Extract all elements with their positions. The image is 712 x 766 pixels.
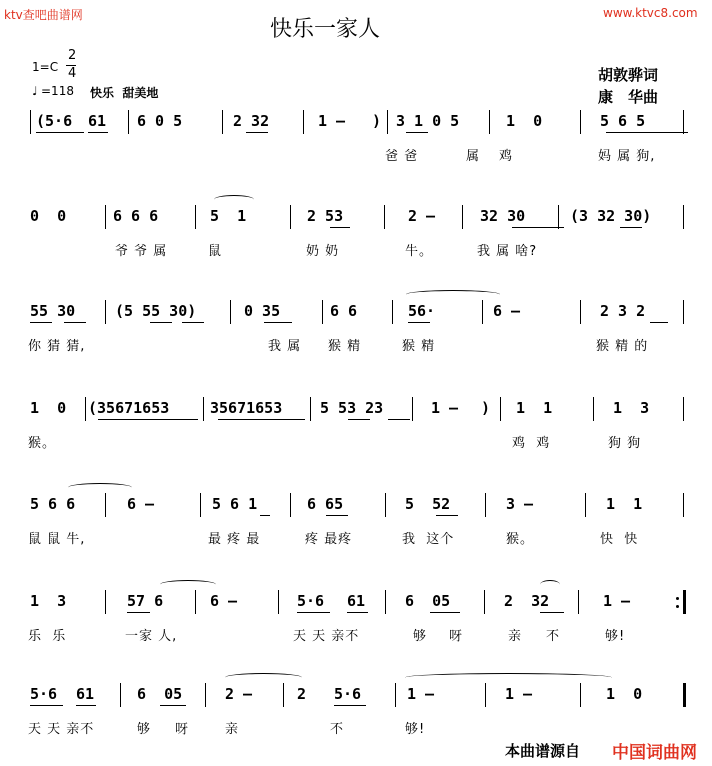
lyric-text: 你 猜 猜,: [28, 339, 86, 354]
barline: [683, 397, 684, 421]
slur-tie: [225, 673, 302, 682]
barline: [105, 493, 106, 517]
barline: [195, 205, 196, 229]
barline: [205, 683, 206, 707]
lyric-text: 呀: [449, 629, 464, 644]
lyric-text: 我 属: [268, 339, 302, 354]
barline: [385, 493, 386, 517]
note-group: 2 53: [307, 207, 344, 225]
note-group: 2 –: [225, 685, 253, 703]
lyric-text: 天 天 亲不: [28, 722, 95, 737]
barline: [120, 683, 121, 707]
note-group: 5 53 23: [320, 399, 384, 417]
beam-underline: [388, 419, 410, 420]
note-group: 6 6 6: [113, 207, 159, 225]
note-group: 0 35: [244, 302, 281, 320]
note-group: 6 05: [405, 592, 451, 610]
note-group: (5·6: [36, 112, 73, 130]
note-group: 1 3: [30, 592, 67, 610]
beam-underline: [30, 705, 63, 706]
key-signature: 1=C: [32, 60, 59, 74]
watermark-right: www.ktvc8.com: [603, 6, 698, 20]
note-group: 5·6: [30, 685, 58, 703]
barline: [683, 110, 684, 134]
beam-underline: [264, 322, 292, 323]
note-group: 55 30: [30, 302, 76, 320]
barline: [387, 110, 388, 134]
lyric-text: 属: [466, 149, 481, 164]
note-group: 6 05: [137, 685, 183, 703]
beam-underline: [98, 419, 198, 420]
lyric-text: 亲: [508, 629, 523, 644]
lyric-text: 最 疼 最: [208, 532, 261, 547]
barline: [105, 205, 106, 229]
note-group: 6 –: [493, 302, 521, 320]
barline: [105, 300, 106, 324]
beam-underline: [297, 612, 330, 613]
barline: [683, 300, 684, 324]
time-signature-top: 2: [68, 48, 77, 63]
note-group: 35671653: [210, 399, 283, 417]
beam-underline: [347, 612, 368, 613]
slur-tie: [160, 580, 216, 589]
beam-underline: [606, 132, 688, 133]
beam-underline: [127, 612, 150, 613]
note-group: 6 –: [210, 592, 238, 610]
barline: [310, 397, 311, 421]
note-group: 1 0: [506, 112, 543, 130]
tempo-note-icon: ♩: [32, 84, 38, 98]
barline: [683, 205, 684, 229]
repeat-dot: [676, 605, 679, 608]
note-group: 61: [76, 685, 95, 703]
beam-underline: [260, 515, 270, 516]
lyric-text: 猴。: [506, 532, 535, 547]
slur-tie: [214, 195, 254, 204]
lyric-text: 一家 人,: [125, 629, 178, 644]
barline: [489, 110, 490, 134]
note-group: 57 6: [127, 592, 164, 610]
barline: [283, 683, 284, 707]
note-group: 1 1: [516, 399, 553, 417]
lyric-text: 亲: [225, 722, 240, 737]
lyric-text: 不: [546, 629, 561, 644]
beam-underline: [406, 132, 428, 133]
lyric-text: 快 快: [600, 532, 639, 547]
watermark-left: ktv查吧曲谱网: [4, 8, 83, 22]
barline: [128, 110, 129, 134]
lyric-text: 狗 狗: [608, 436, 642, 451]
beam-underline: [408, 322, 430, 323]
beam-underline: [330, 227, 350, 228]
note-group: (35671653: [88, 399, 170, 417]
barline: [593, 397, 594, 421]
note-group: 6 0 5: [137, 112, 183, 130]
note-group: 61: [88, 112, 107, 130]
lyric-text: 我 这个: [402, 532, 455, 547]
note-group: (5 55 30): [115, 302, 197, 320]
barline: [384, 205, 385, 229]
note-group: 5·6: [334, 685, 362, 703]
lyric-text: 猴。: [28, 436, 57, 451]
note-group: 5 6 1: [212, 495, 258, 513]
barline: [290, 205, 291, 229]
note-group: 2 32: [233, 112, 270, 130]
beam-underline: [160, 705, 186, 706]
note-group: 6 65: [307, 495, 344, 513]
barline: [683, 590, 686, 614]
beam-underline: [218, 419, 305, 420]
slur-tie: [405, 673, 612, 682]
source-label: 本曲谱源自: [505, 742, 581, 760]
note-group: 1 0: [30, 399, 67, 417]
note-group: 2: [297, 685, 307, 703]
barline: [482, 300, 483, 324]
barline: [683, 493, 684, 517]
lyric-text: 鼠 鼠 牛,: [28, 532, 86, 547]
beam-underline: [334, 705, 366, 706]
note-group: 1 –: [407, 685, 435, 703]
barline: [558, 205, 559, 229]
note-group: 1 –: [318, 112, 346, 130]
barline: [580, 683, 581, 707]
note-group: 1 3: [613, 399, 650, 417]
barline: [580, 110, 581, 134]
barline: [500, 397, 501, 421]
beam-underline: [246, 132, 268, 133]
repeat-dot: [676, 597, 679, 600]
page-title: 快乐一家人: [270, 17, 381, 42]
expression-marking: 快乐 甜美地: [90, 86, 159, 100]
barline: [412, 397, 413, 421]
beam-underline: [430, 612, 460, 613]
lyric-text: 爷 爷 属: [115, 244, 168, 259]
barline: [683, 683, 686, 707]
barline: [222, 110, 223, 134]
slur-tie: [540, 580, 560, 589]
barline: [485, 683, 486, 707]
barline: [278, 590, 279, 614]
lyric-text: 不: [330, 722, 345, 737]
beam-underline: [182, 322, 204, 323]
barline: [230, 300, 231, 324]
barline: [290, 493, 291, 517]
lyric-text: 猴 精: [402, 339, 436, 354]
note-group: 1 –: [603, 592, 631, 610]
note-group: 1 0: [606, 685, 643, 703]
note-group: 56·: [408, 302, 436, 320]
source-site-logo: 中国词曲网: [612, 743, 697, 763]
beam-underline: [540, 612, 564, 613]
beam-underline: [36, 132, 84, 133]
barline: [395, 683, 396, 707]
note-group: 0 0: [30, 207, 67, 225]
barline: [484, 590, 485, 614]
note-group: 61: [347, 592, 366, 610]
note-group: 5 6 6: [30, 495, 76, 513]
lyric-text: 奶 奶: [306, 244, 340, 259]
note-group: 1 1: [606, 495, 643, 513]
lyric-text: 猴 精: [328, 339, 362, 354]
lyric-text: 够!: [605, 629, 626, 644]
beam-underline: [88, 132, 108, 133]
note-group: ): [481, 399, 491, 417]
barline: [585, 493, 586, 517]
lyricist-credit: 胡敦骅词: [598, 66, 659, 84]
barline: [485, 493, 486, 517]
note-group: 1 –: [505, 685, 533, 703]
lyric-text: 猴 精 的: [596, 339, 649, 354]
barline: [203, 397, 204, 421]
note-group: 2 –: [408, 207, 436, 225]
barline: [322, 300, 323, 324]
lyric-text: 妈 属 狗,: [598, 149, 656, 164]
lyric-text: 够: [413, 629, 428, 644]
note-group: 3 –: [506, 495, 534, 513]
note-group: ): [372, 112, 382, 130]
lyric-text: 鸡: [499, 149, 514, 164]
note-group: (3 32 30): [570, 207, 652, 225]
time-signature-bottom: 4: [68, 66, 77, 81]
beam-underline: [150, 322, 172, 323]
barline: [105, 590, 106, 614]
barline: [195, 590, 196, 614]
note-group: 6 –: [127, 495, 155, 513]
lyric-text: 牛。: [405, 244, 434, 259]
barline: [392, 300, 393, 324]
beam-underline: [650, 322, 668, 323]
note-group: 1 –: [431, 399, 459, 417]
note-group: 5 52: [405, 495, 451, 513]
note-group: 6 6: [330, 302, 358, 320]
note-group: 3 1 0 5: [396, 112, 460, 130]
slur-tie: [68, 483, 132, 492]
lyric-text: 爸 爸: [385, 149, 419, 164]
lyric-text: 乐 乐: [28, 629, 67, 644]
beam-underline: [520, 227, 564, 228]
note-group: 5 6 5: [600, 112, 646, 130]
barline: [578, 590, 579, 614]
beam-underline: [76, 705, 96, 706]
lyric-text: 够!: [405, 722, 426, 737]
beam-underline: [30, 322, 52, 323]
barline: [303, 110, 304, 134]
note-group: 5 1: [210, 207, 247, 225]
lyric-text: 鼠: [208, 244, 223, 259]
note-group: 5·6: [297, 592, 325, 610]
barline: [30, 110, 31, 134]
beam-underline: [348, 419, 370, 420]
note-group: 2 32: [504, 592, 550, 610]
lyric-text: 天 天 亲不: [293, 629, 360, 644]
beam-underline: [436, 515, 458, 516]
composer-credit: 康 华曲: [598, 88, 659, 106]
barline: [462, 205, 463, 229]
barline: [580, 300, 581, 324]
beam-underline: [64, 322, 86, 323]
tempo-marking: =118: [41, 84, 74, 98]
lyric-text: 鸡 鸡: [512, 436, 551, 451]
slur-tie: [406, 290, 500, 299]
lyric-text: 呀: [175, 722, 190, 737]
lyric-text: 够: [137, 722, 152, 737]
beam-underline: [326, 515, 348, 516]
barline: [200, 493, 201, 517]
barline: [385, 590, 386, 614]
note-group: 2 3 2: [600, 302, 646, 320]
beam-underline: [620, 227, 642, 228]
note-group: 32 30: [480, 207, 526, 225]
barline: [85, 397, 86, 421]
lyric-text: 疼 最疼: [305, 532, 353, 547]
lyric-text: 我 属 啥?: [477, 244, 538, 259]
